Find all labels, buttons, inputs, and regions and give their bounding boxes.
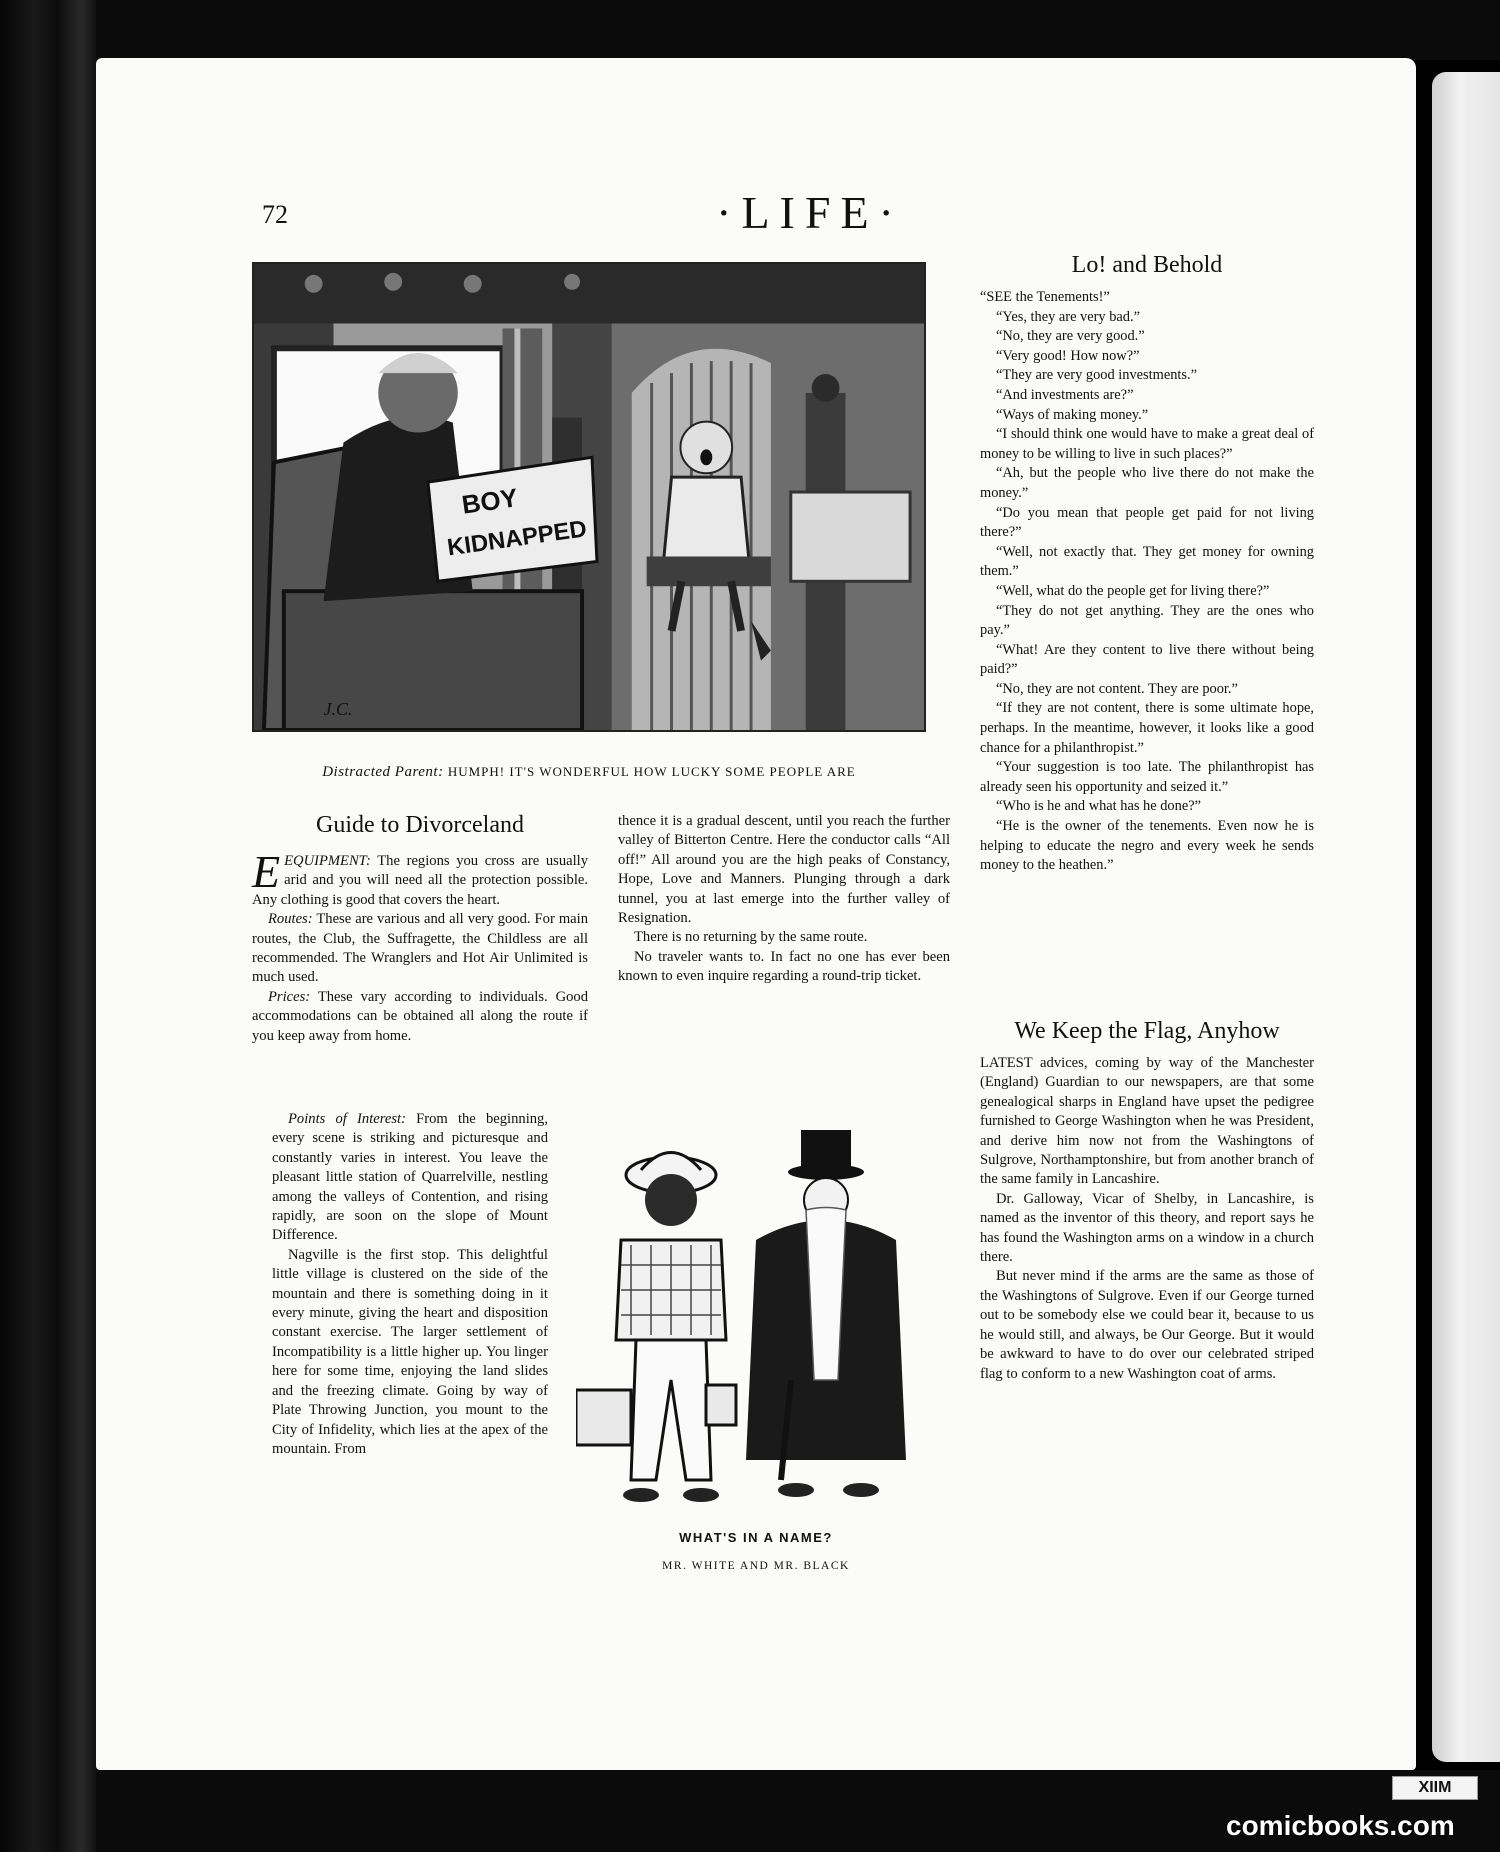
dialogue-line: “I should think one would have to make a great deal of money to be willing to live in such places?” — [980, 426, 1314, 462]
dialogue-line: “Your suggestion is too late. The philanthropist has already seen his opportunity and seized it.” — [980, 759, 1314, 795]
article-divorceland-col1-top — [252, 846, 589, 1046]
newspaper-headline-kidnapped: KIDNAPPED — [445, 515, 589, 562]
svg-text:J.C.: J.C. — [323, 699, 353, 720]
cartoon-title-whats-in-a-name: WHAT'S IN A NAME? — [679, 1530, 833, 1545]
dialogue-line: “And investments are?” — [996, 386, 1134, 403]
dialogue-line: “No, they are not content. They are poor.” — [996, 680, 1238, 697]
cartoon-caption-parent — [252, 764, 926, 781]
paragraph-text: These vary according to individuals. Good accommodations can be obtained all along the route if you keep away from home. — [252, 988, 588, 1044]
paragraph-prices — [252, 988, 588, 1046]
corner-stamp: XIIM — [1392, 1776, 1478, 1800]
dialogue-line: “He is the owner of the tenements. Even now he is helping to educate the negro and every week he sends money to the heathen.” — [980, 818, 1314, 874]
dialogue-line: “No, they are very good.” — [996, 328, 1145, 345]
page-number: 72 — [262, 200, 288, 229]
article-keep-the-flag-body — [980, 1054, 1314, 1384]
article-lo-and-behold-body — [980, 288, 1314, 876]
book-spine-shadow — [0, 0, 96, 1852]
article-title-lo-and-behold: Lo! and Behold — [1071, 252, 1223, 278]
paragraph-label: Prices: — [268, 988, 311, 1005]
drop-cap: E — [252, 846, 281, 897]
article-divorceland-col1-bottom — [272, 1110, 548, 1459]
site-watermark: comicbooks.com — [1226, 1810, 1455, 1841]
dialogue-line: “Who is he and what has he done?” — [996, 798, 1201, 815]
masthead: ·LIFE· — [716, 187, 904, 238]
cartoon-subtitle-white-black: MR. WHITE AND MR. BLACK — [662, 1560, 850, 1572]
dialogue-line: “They do not get anything. They are the ones who pay.” — [980, 602, 1314, 639]
dialogue-line: “If they are not content, there is some ultimate hope, perhaps. In the meantime, however, it looks like a good chance for a philanthropist.” — [980, 700, 1314, 756]
dialogue-line: “SEE the Tenements!” — [980, 289, 1110, 305]
article-title-divorceland: Guide to Divorceland — [316, 812, 524, 838]
dialogue-line: “Well, not exactly that. They get money for owning them.” — [980, 543, 1314, 580]
caption-text: HUMPH! IT'S WONDERFUL HOW LUCKY SOME PEOPLE ARE — [447, 764, 856, 779]
paragraph-text: Nagville is the first stop. This delightful little village is clustered on the side of the mountain and there is something doing in it every minute, giving the heart and disposition constant exercise. The larger settlement of Incompatibility is a little higher up. You linger here for some time, enjoying the land slides and the freezing climate. Going by way of Plate Throwing Junction, you mount to the City of Infidelity, which lies at the apex of the mountain. From — [272, 1246, 548, 1457]
paragraph-text: The regions you cross are usually arid and you will need all the protection possible. Any clothing is good that covers the heart. — [252, 853, 588, 908]
paragraph-label: EQUIPMENT: — [284, 853, 371, 869]
paragraph-thence: thence it is a gradual descent, until you reach the further valley of Bitterton Centre. Here the conductor calls “All off!” All around you are the high peaks of Constancy, Hope, Love and Manners. Plunging through a dark tunnel, you at last emerge into the further valley of Resignation. — [618, 813, 950, 927]
paragraph-nagville — [272, 1246, 548, 1459]
dialogue-line: “Ways of making money.” — [996, 406, 1149, 423]
cartoon-illustration-parent — [252, 262, 926, 732]
paragraph-dr-galloway: Dr. Galloway, Vicar of Shelby, in Lancashire, is named as the inventor of this theory, and report says he has found the Washington arms on a window in a church there. — [980, 1190, 1314, 1266]
paragraph-no-traveler: No traveler wants to. In fact no one has ever been known to even inquire regarding a round-trip ticket. — [618, 948, 950, 985]
caption-speaker: Distracted Parent: — [322, 764, 444, 780]
dialogue-line: “What! Are they content to live there without being paid?” — [980, 641, 1314, 678]
dialogue-line: “Do you mean that people get paid for not living there?” — [980, 504, 1314, 541]
paragraph-equipment — [252, 846, 588, 910]
dialogue-line: “Yes, they are very bad.” — [996, 308, 1140, 325]
dialogue-line: “Very good! How now?” — [996, 347, 1140, 364]
paragraph-text: These are various and all very good. For main routes, the Club, the Suffragette, the Childless are all recommended. The Wranglers and Hot Air Unlimited is much used. — [252, 911, 589, 986]
paragraph-never-mind: But never mind if the arms are the same as those of the Washingtons of Sulgrove. Even if our George turned out to be somebody else we could bear it, because to us he would still, and always, be Our George. But it would be awkward to have to do over our celebrated striped flag to conform to a new Washington coat of arms. — [980, 1268, 1314, 1382]
adjacent-page-edge — [1432, 72, 1500, 1762]
newspaper-headline-boy: BOY — [460, 484, 520, 520]
article-divorceland-col2 — [618, 812, 950, 987]
paragraph-routes — [252, 910, 588, 988]
paragraph-label: Points of Interest: — [288, 1111, 406, 1127]
dialogue-line: “They are very good investments.” — [996, 367, 1197, 384]
dialogue-line: “Well, what do the people get for living there?” — [996, 582, 1270, 599]
paragraph-points-of-interest — [272, 1110, 548, 1246]
cartoon-illustration-white-black — [576, 1130, 936, 1520]
paragraph-text: From the beginning, every scene is striking and picturesque and constantly varies in interest. You leave the pleasant little station of Quarrelville, nestling among the valleys of Contention, and rising rapidly, are soon on the slope of Mount Difference. — [272, 1111, 548, 1244]
article-title-keep-the-flag: We Keep the Flag, Anyhow — [1014, 1018, 1280, 1044]
dialogue-line: “Ah, but the people who live there do not make the money.” — [980, 465, 1314, 501]
paragraph-latest-advices: LATEST advices, coming by way of the Manchester (England) Guardian to our newspapers, are that some genealogical sharps in England have upset the pedigree furnished to George Washington when he was President, and derive him now not from the Washingtons of Sulgrove, Northamptonshire, but from another branch of the same family in Lancashire. — [980, 1055, 1314, 1188]
paragraph-label: Routes: — [268, 911, 313, 928]
paragraph-no-return: There is no returning by the same route. — [634, 929, 868, 946]
